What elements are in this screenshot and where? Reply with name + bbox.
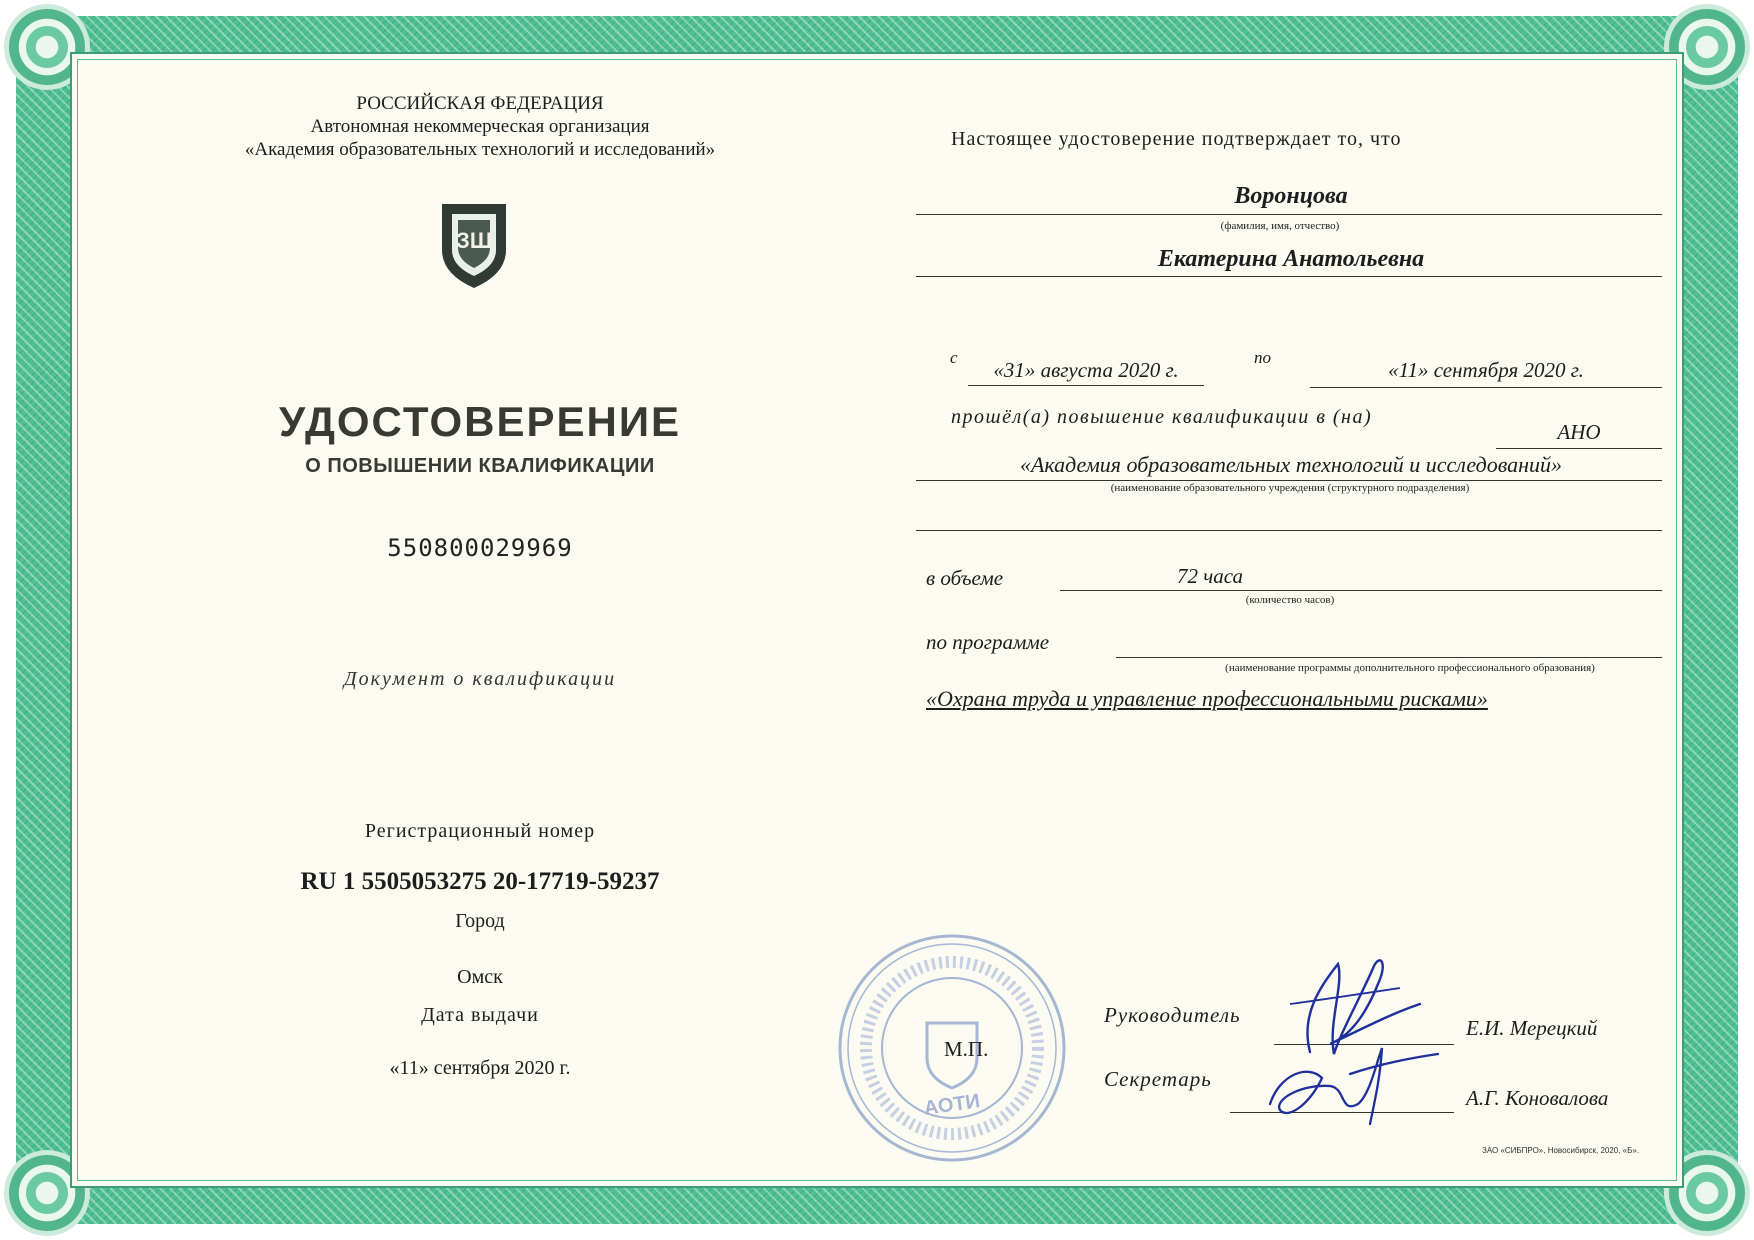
program-label: по программе — [926, 630, 1050, 654]
logo-letters: ЗШ — [456, 228, 492, 253]
org-caption: (наименование образовательного учреждения (структурного подразделения) — [1110, 482, 1470, 494]
head-label: Руководитель — [1104, 1003, 1241, 1027]
city-value: Омск — [457, 966, 503, 988]
volume-label: в объеме — [926, 566, 1004, 590]
secretary-name: А.Г. Коновалова — [1466, 1086, 1609, 1110]
completed-text: прошёл(а) повышение квалификации в (на) — [951, 406, 1373, 428]
printer-note: ЗАО «СИБПРО», Новосибирск, 2020, «Б». — [1482, 1146, 1640, 1155]
org-short: АНО — [1557, 420, 1601, 444]
issue-date: «11» сентября 2020 г. — [389, 1057, 571, 1079]
given-names-line — [916, 276, 1662, 277]
certify-text: Настоящее удостоверение подтверждает то, что — [951, 128, 1402, 150]
period-to-label: по — [1254, 348, 1271, 367]
stamp-label: М.П. — [944, 1037, 989, 1061]
name-caption: (фамилия, имя, отчество) — [1220, 220, 1340, 232]
stamp-text: АОТИ — [922, 1090, 982, 1120]
program-caption: (наименование программы дополнительного профессионального образования) — [1225, 662, 1595, 674]
hours-caption: (количество часов) — [1245, 594, 1335, 606]
document-type: Документ о квалификации — [343, 668, 617, 690]
period-from-date: «31» августа 2020 г. — [993, 358, 1179, 382]
secretary-label: Секретарь — [1104, 1067, 1212, 1091]
org-full: «Академия образовательных технологий и исследований» — [1019, 452, 1563, 477]
certificate-subtitle: О ПОВЫШЕНИИ КВАЛИФИКАЦИИ — [305, 455, 655, 477]
org-type: Автономная некоммерческая организация — [310, 116, 650, 137]
registration-label: Регистрационный номер — [364, 820, 596, 842]
holder-surname: Воронцова — [1234, 183, 1348, 209]
org-name: «Академия образовательных технологий и исследований» — [244, 139, 716, 160]
surname-line — [916, 214, 1662, 215]
hours-value: 72 часа — [1176, 564, 1244, 588]
head-name: Е.И. Мерецкий — [1466, 1016, 1598, 1040]
certificate-title: УДОСТОВЕРЕНИЕ — [278, 398, 682, 445]
holder-given-names: Екатерина Анатольевна — [1157, 246, 1425, 272]
secretary-signature — [1250, 1034, 1440, 1128]
serial-number: 550800029969 — [387, 534, 573, 562]
program-line — [1116, 657, 1662, 658]
hours-line — [1060, 590, 1662, 591]
issue-date-label: Дата выдачи — [421, 1004, 539, 1026]
program-name: «Охрана труда и управление профессиональными рисками» — [926, 686, 1488, 711]
header-block — [180, 92, 780, 161]
city-label: Город — [455, 910, 505, 932]
registration-number: RU 1 5505053275 20-17719-59237 — [300, 868, 660, 895]
org-extra-line — [916, 530, 1662, 531]
period-from-label: с — [950, 348, 958, 367]
period-to-date: «11» сентября 2020 г. — [1388, 358, 1584, 382]
org-short-line — [1496, 448, 1662, 449]
org-line — [916, 480, 1662, 481]
from-date-line — [968, 385, 1204, 386]
to-date-line — [1310, 387, 1662, 388]
academy-logo — [438, 200, 510, 290]
country-name: РОССИЙСКАЯ ФЕДЕРАЦИЯ — [356, 93, 604, 114]
